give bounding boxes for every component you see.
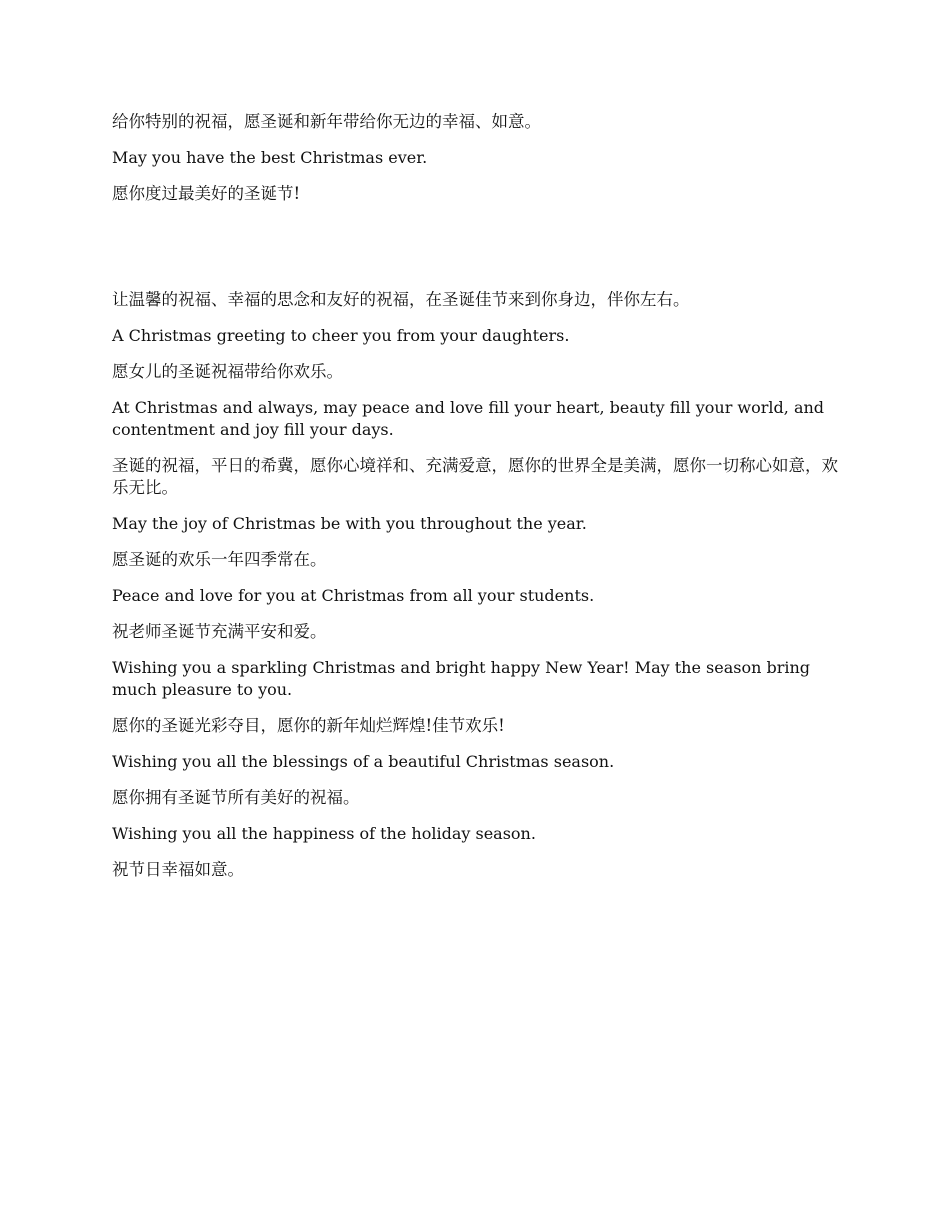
paragraph-en: May you have the best Christmas ever. bbox=[112, 148, 428, 167]
paragraph-zh: 让温馨的祝福、幸福的思念和友好的祝福，在圣诞佳节来到你身边，伴你左右。 bbox=[112, 290, 690, 309]
paragraph-zh: 愿圣诞的欢乐一年四季常在。 bbox=[112, 550, 327, 569]
paragraph-en: Wishing you a sparkling Christmas and bright happy New Year! May the season bring much pleasure to you. bbox=[112, 658, 811, 699]
paragraph-en: At Christmas and always, may peace and love fill your heart, beauty fill your world, and contentment and joy fill your days. bbox=[112, 398, 825, 439]
paragraph-zh: 圣诞的祝福，平日的希冀，愿你心境祥和、充满爱意，愿你的世界全是美满，愿你一切称心如意，欢乐无比。 bbox=[112, 456, 838, 497]
paragraph-en: May the joy of Christmas be with you throughout the year. bbox=[112, 514, 587, 533]
paragraph-zh: 给你特别的祝福，愿圣诞和新年带给你无边的幸福、如意。 bbox=[112, 112, 541, 131]
paragraph-zh: 祝老师圣诞节充满平安和爱。 bbox=[112, 622, 327, 641]
paragraph-en: Wishing you all the blessings of a beautiful Christmas season. bbox=[112, 752, 615, 771]
section-gap bbox=[112, 219, 840, 289]
paragraph-zh: 愿女儿的圣诞祝福带给你欢乐。 bbox=[112, 362, 343, 381]
paragraph-en: Peace and love for you at Christmas from all your students. bbox=[112, 586, 595, 605]
paragraph-zh: 愿你拥有圣诞节所有美好的祝福。 bbox=[112, 788, 360, 807]
paragraph-en: Wishing you all the happiness of the holiday season. bbox=[112, 824, 536, 843]
paragraph-zh: 愿你度过最美好的圣诞节! bbox=[112, 184, 301, 203]
paragraph-en: A Christmas greeting to cheer you from your daughters. bbox=[112, 326, 570, 345]
paragraph-zh: 祝节日幸福如意。 bbox=[112, 860, 244, 879]
paragraph-zh: 愿你的圣诞光彩夺目，愿你的新年灿烂辉煌!佳节欢乐! bbox=[112, 716, 505, 735]
document-body bbox=[112, 111, 840, 895]
